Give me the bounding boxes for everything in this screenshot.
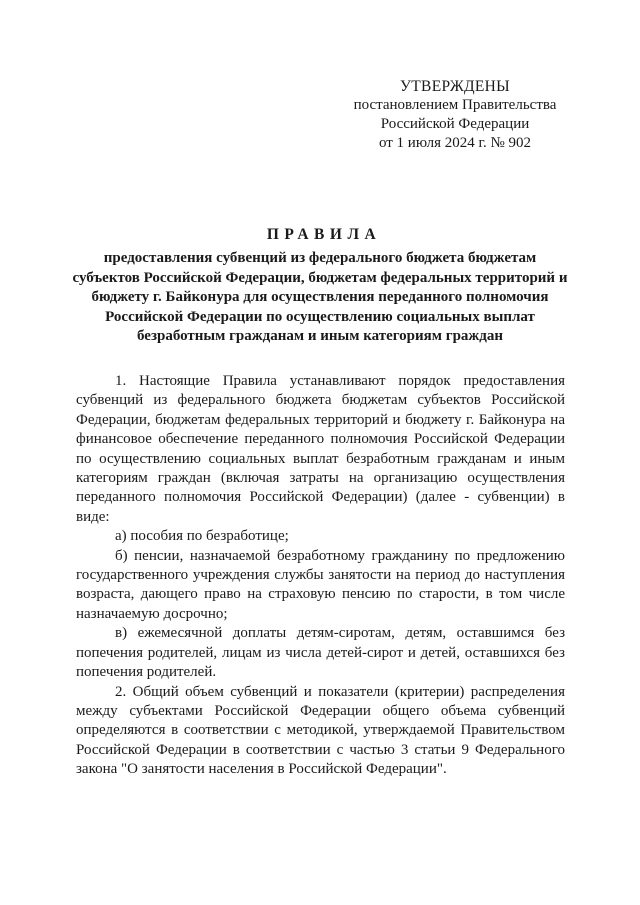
approval-line-2: Российской Федерации bbox=[380, 116, 530, 132]
paragraph-1: 1. Настоящие Правила устанавливают порядок предоставления субвенций из федерального бюджета бюджетам субъектов Российской Федерации, бюджетам федеральных территорий и бюджету г. Байконура на финансовое обеспечение переданного полномочия Российской Федерации по осуществлению социальных выплат безработным гражданам и иным категориям граждан (включая затраты на организацию осуществления переданного полномочия Российской Федерации) (далее - субвенции) в виде: bbox=[76, 373, 565, 525]
paragraph-1b: б) пенсии, назначаемой безработному гражданину по предложению государственного учреждения службы занятости на период до наступления возраста, дающего право на страховую пенсию по старости, в том числе назначаемую досрочно; bbox=[76, 547, 565, 622]
document-body bbox=[76, 372, 565, 780]
approval-line-1: постановлением Правительства bbox=[353, 97, 557, 113]
paragraph-2: 2. Общий объем субвенций и показатели (критерии) распределения между субъектами Российской Федерации общего объема субвенций определяются в соответствии с методикой, утверждаемой Правительством Российской Федерации в соответствии с частью 3 статьи 9 Федерального закона "О занятости населения в Российской Федерации". bbox=[76, 683, 565, 778]
approval-line-3: от 1 июля 2024 г. № 902 bbox=[378, 135, 532, 151]
paragraph-1a: а) пособия по безработице; bbox=[115, 528, 289, 545]
paragraph-1c: в) ежемесячной доплаты детям-сиротам, детям, оставшимся без попечения родителей, лицам из числа детей-сирот и детей, оставшихся без попечения родителей. bbox=[76, 625, 565, 681]
approval-block bbox=[340, 77, 570, 153]
approval-heading: УТВЕРЖДЕНЫ bbox=[400, 78, 510, 95]
document-subtitle: предоставления субвенций из федерального бюджета бюджетам субъектов Российской Федерации, бюджетам федеральных территорий и бюджету г. Байконура для осуществления переданного полномочия Российской Федерации по осуществлению социальных выплат безработным гражданам и иным категориям граждан bbox=[72, 250, 568, 345]
document-title: ПРАВИЛА bbox=[266, 226, 382, 243]
